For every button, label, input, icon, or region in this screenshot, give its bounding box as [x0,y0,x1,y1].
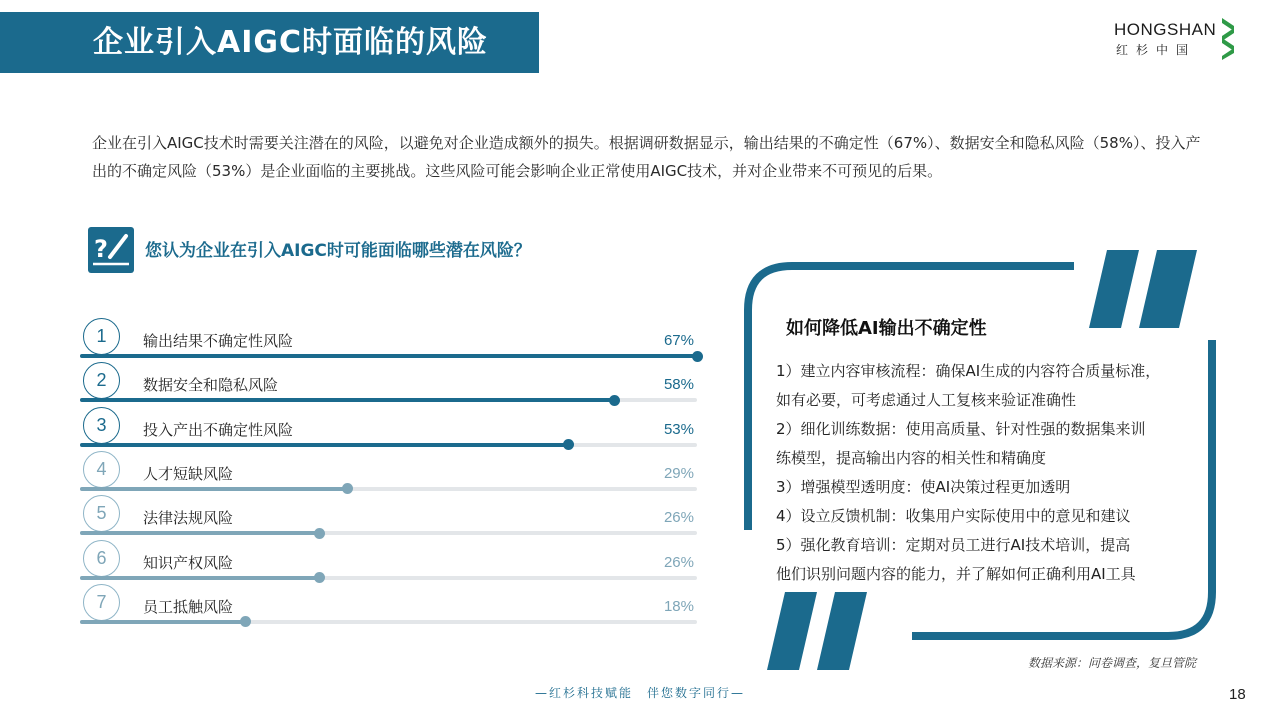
bar-end-dot [609,395,620,406]
rank-badge: 6 [83,540,120,577]
footer-slogan: —红杉科技赋能 伴您数字同行— [534,686,745,700]
category-label: 投入产出不确定性风险 [143,420,294,439]
category-label: 知识产权风险 [143,553,234,572]
rank-badge: 3 [83,407,120,444]
value-label: 58% [663,376,694,394]
panel-line: 2）细化训练数据：使用高质量、针对性强的数据集来训 [776,420,1146,438]
bar [80,620,246,624]
bar-end-dot [692,351,703,362]
value-label: 18% [663,597,694,615]
quote-mark-open-2 [1139,250,1197,328]
page-title: 企业引入AIGC时面临的风险 [93,25,489,60]
panel-line: 他们识别问题内容的能力，并了解如何正确利用AI工具 [776,565,1136,583]
panel-line: 3）增强模型透明度：使AI决策过程更加透明 [776,478,1071,496]
category-label: 人才短缺风险 [143,464,234,483]
panel-line: 1）建立内容审核流程：确保AI生成的内容符合质量标准， [776,362,1161,380]
category-label: 输出结果不确定性风险 [143,332,294,350]
value-label: 67% [663,332,694,349]
quote-mark-close-1 [767,592,817,670]
rank-badge: 1 [83,318,120,355]
bar-end-dot [240,616,251,627]
sequoia-mark-icon [1218,18,1238,60]
rank-badge: 7 [83,584,120,621]
panel-line: 练模型，提高输出内容的相关性和精确度 [776,449,1047,467]
logo-name: HONGSHAN [1114,20,1217,39]
data-source: 数据来源：问卷调查，复旦管院 [1027,656,1196,670]
category-label: 法律法规风险 [143,509,234,528]
bar [80,576,319,580]
category-label: 员工抵触风险 [143,597,234,616]
category-label: 数据安全和隐私风险 [143,376,279,395]
bar-end-dot [314,528,325,539]
bar-end-dot [563,439,574,450]
quote-mark-close-2 [817,592,867,670]
bar-end-dot [314,572,325,583]
value-label: 53% [663,420,694,438]
panel-line: 5）强化教育培训：定期对员工进行AI技术培训，提高 [776,536,1131,554]
rank-badge: 4 [83,451,120,488]
panel-body [776,357,1198,589]
rank-badge: 5 [83,495,120,532]
panel-line: 4）设立反馈机制：收集用户实际使用中的意见和建议 [776,507,1131,525]
svg-text:?: ? [94,235,108,263]
hongshan-logo [1114,18,1246,60]
bar [80,443,568,447]
intro-paragraph: 企业在引入AIGC技术时需要关注潜在的风险，以避免对企业造成额外的损失。根据调研数据显示，输出结果的不确定性（67%）、数据安全和隐私风险（58%）、投入产出的不确定风险（53%）是企业面临的主要挑战。这些风险可能会影响企业正常使用AIGC技术，并对企业带来不可预见的后果。 [92,134,1201,180]
panel-line: 如有必要，可考虑通过人工复核来验证准确性 [776,391,1077,409]
rank-badge: 2 [83,362,120,399]
logo-chinese-name: 红杉中国 [1116,43,1197,57]
bar [80,487,347,491]
bar [80,531,319,535]
panel-title: 如何降低AI输出不确定性 [786,318,987,339]
value-label: 29% [663,464,694,482]
quote-mark-open-1 [1089,250,1139,328]
survey-question: 您认为企业在引入AIGC时可能面临哪些潜在风险？ [145,241,531,261]
page-number: 18 [1229,686,1246,703]
bar-end-dot [342,483,353,494]
value-label: 26% [663,509,694,527]
bar [80,398,614,402]
value-label: 26% [663,553,694,571]
bar [80,354,697,358]
